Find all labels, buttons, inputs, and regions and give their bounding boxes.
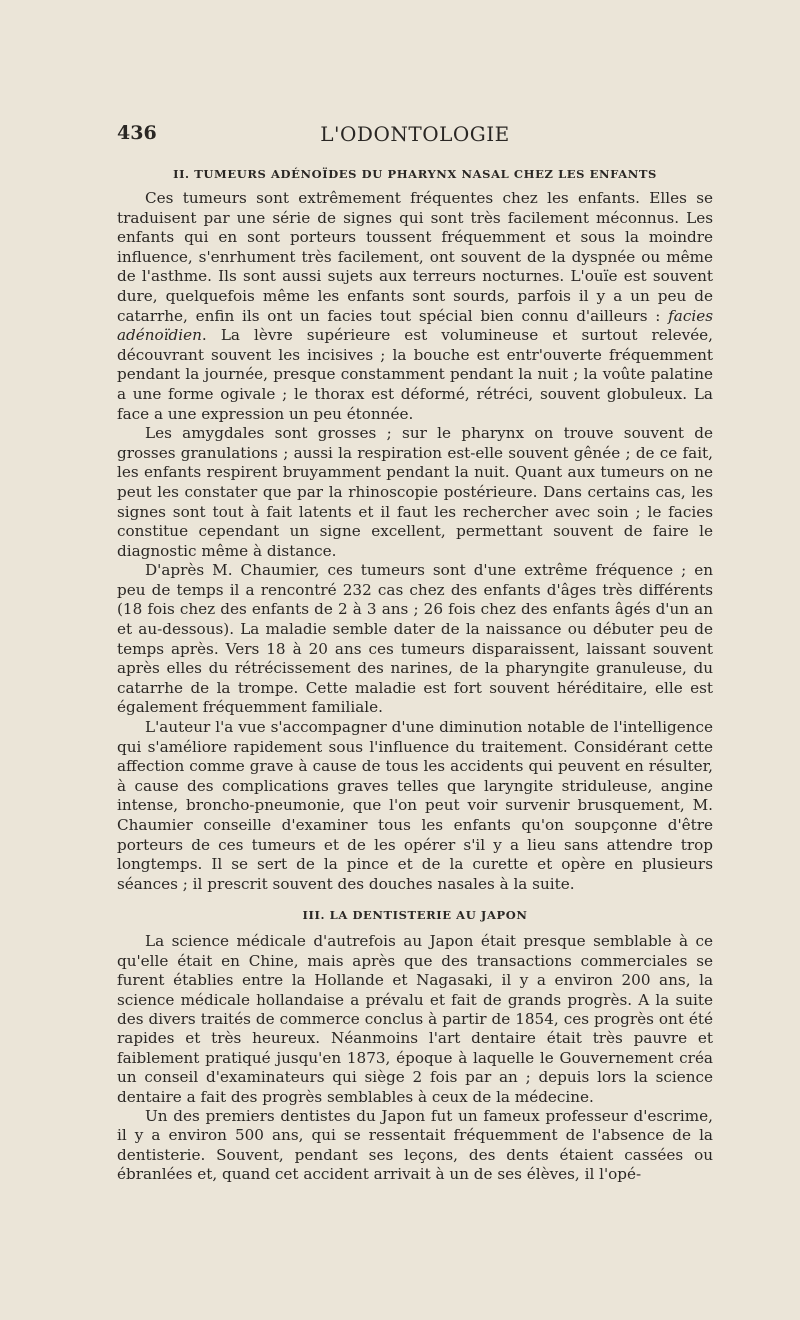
paragraph	[117, 718, 713, 894]
page-number: 436	[117, 122, 157, 144]
section-heading: III. LA DENTISTERIE AU JAPON	[302, 908, 528, 923]
italic-term: facies adénoïdien	[117, 306, 713, 345]
section-dentistry-japan	[117, 907, 713, 1184]
paragraph-text: La science médicale d'autrefois au Japon était presque semblable à ce qu'elle était en Chine, mais après que des transactions commerciales se furent établies entre la Hollande et Nagasaki, il y a environ 200 ans, la science médicale hollandaise a prévalu et fait de grands progrès. A la suite des divers traités de commerce conclus à partir de 1854, ces progrès ont été rapides et très heureux. Néanmoins l'art dentaire était très pauvre et faiblement pratiqué jusqu'en 1873, époque à laquelle le Gouvernement créa un conseil d'examinateurs qui siège 2 fois par an ; depuis lors la science dentaire a fait des progrès semblables à ceux de la médecine.	[117, 932, 713, 1106]
running-head	[117, 122, 713, 148]
paragraph	[117, 424, 713, 561]
paragraph-text: L'auteur l'a vue s'accompagner d'une diminution notable de l'intelligence qui s'améliore rapidement sous l'influence du traitement. Considérant cette affection comme grave à cause de tous les accidents qui peuvent en résulter, à cause des complications graves telles que laryngite striduleuse, angine intense, broncho-pneumonie, que l'on peut voir survenir brusquement, M. Chaumier conseille d'examiner tous les enfants qu'on soupçonne d'être porteurs de ces tumeurs et de les opérer s'il y a lieu sans attendre trop longtemps. Il se sert de la pince et de la curette et opère en plusieurs séances ; il prescrit souvent des douches nasales à la suite.	[117, 718, 713, 893]
section-paragraphs	[117, 189, 713, 894]
paragraph-text: Les amygdales sont grosses ; sur le pharynx on trouve souvent de grosses granulations ; aussi la respiration est-elle souvent gênée ; de ce fait, les enfants respirent bruyamment pendant la nuit. Quant aux tumeurs on ne peut les constater que par la rhinoscopie postérieure. Dans certains cas, les signes sont tout à fait latents et il faut les rechercher avec soin ; le facies constitue cependant un signe excellent, permettant souvent de faire le diagnostic même à distance.	[117, 424, 713, 560]
section-paragraphs	[117, 932, 713, 1184]
journal-title: L'ODONTOLOGIE	[320, 122, 510, 146]
paragraph-text: . La lèvre supérieure est volumineuse et surtout relevée, découvrant souvent les incisives ; la bouche est entr'ouverte fréquemment pendant la journée, presque constamment pendant la nuit ; la voûte palatine a une forme ogivale ; le thorax est déformé, rétréci, souvent globuleux. La face a une expression un peu étonnée.	[117, 326, 713, 423]
section-adenoid-tumors	[117, 166, 713, 894]
paragraph-text: D'après M. Chaumier, ces tumeurs sont d'une extrême fréquence ; en peu de temps il a rencontré 232 cas chez des enfants d'âges très différents (18 fois chez des enfants de 2 à 3 ans ; 26 fois chez des enfants âgés d'un an et au-dessous). La maladie semble dater de la naissance ou débuter peu de temps après. Vers 18 à 20 ans ces tumeurs disparaissent, laissant souvent après elles du rétrécissement des narines, de la pharyngite granuleuse, du catarrhe de la trompe. Cette maladie est fort souvent héréditaire, elle est également fréquemment familiale.	[117, 561, 713, 717]
paragraph	[117, 932, 713, 1107]
paragraph	[117, 561, 713, 718]
section-heading: II. TUMEURS ADÉNOÏDES DU PHARYNX NASAL CHEZ LES ENFANTS	[173, 167, 657, 181]
paragraph-text: Un des premiers dentistes du Japon fut un fameux professeur d'escrime, il y a environ 500 ans, qui se ressentait fréquemment de l'absence de la dentisterie. Souvent, pendant ses leçons, des dents étaient cassées ou ébranlées et, quand cet accident arrivait à un de ses élèves, il l'opé-	[117, 1107, 713, 1184]
paragraph	[117, 1107, 713, 1185]
article-body	[117, 166, 713, 1185]
paragraph-text: Ces tumeurs sont extrêmement fréquentes chez les enfants. Elles se traduisent par une série de signes qui sont très facilement méconnus. Les enfants qui en sont porteurs toussent fréquemment et sous la moindre influence, s'enrhument très facilement, ont souvent de la dyspnée ou même de l'asthme. Ils sont aussi sujets aux terreurs nocturnes. L'ouïe est souvent dure, quelquefois même les enfants sont sourds, parfois il y a un peu de catarrhe, enfin ils ont un facies tout spécial bien connu d'ailleurs :	[117, 189, 713, 325]
paragraph	[117, 189, 713, 424]
